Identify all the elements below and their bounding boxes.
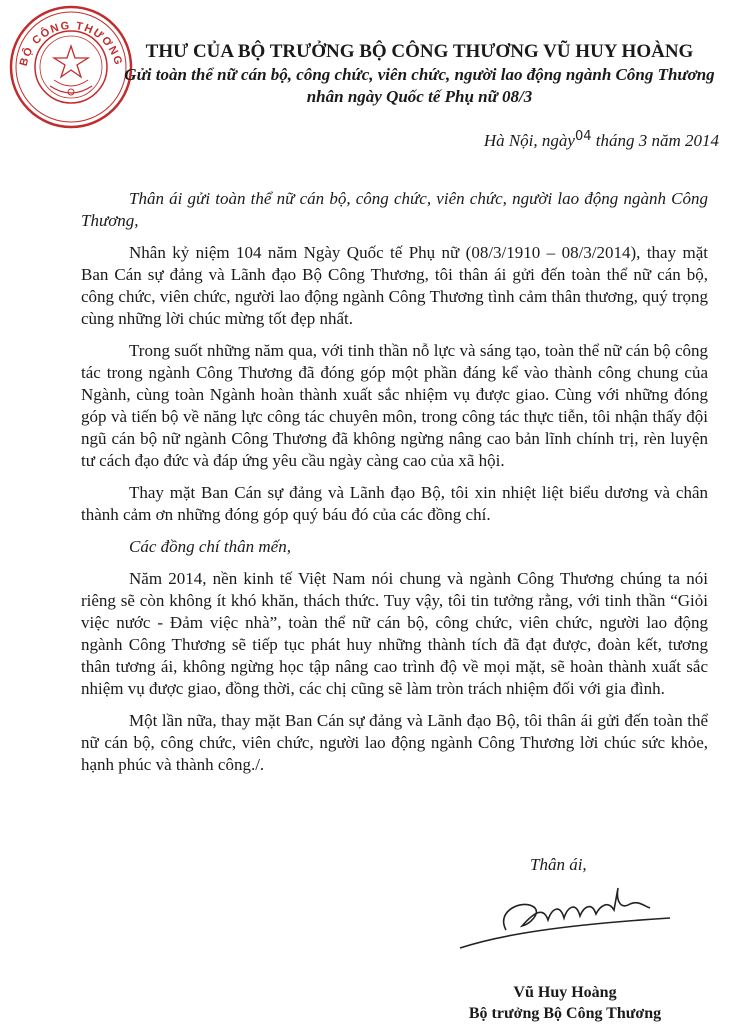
paragraph-2: Trong suốt những năm qua, với tinh thần nỗ lực và sáng tạo, toàn thể nữ cán bộ công tác trong ngành Công Thương đã đóng góp một phần đáng kể vào thành công chung của Ngành, cùng toàn Ngành hoàn thành xuất sắc nhiệm vụ được giao. Cùng với những đóng góp và tiến bộ về năng lực công tác chuyên môn, trong công tác thực tiễn, tôi nhận thấy đội ngũ cán bộ nữ ngành Công Thương đã không ngừng nâng cao bản lĩnh chính trị, rèn luyện tư cách đạo đức và đáp ứng yêu cầu ngày càng cao của xã hội.: [81, 341, 708, 470]
signer-name: Vũ Huy Hoàng: [513, 984, 617, 1001]
signer-position: Bộ trưởng Bộ Công Thương: [468, 1005, 662, 1022]
date-prefix: Hà Nội, ngày: [483, 131, 575, 150]
svg-text:BỘ CÔNG THƯƠNG: BỘ CÔNG THƯƠNG: [17, 19, 125, 68]
letter-header: [60, 40, 739, 108]
letter-body: [81, 188, 708, 786]
signer-block: [445, 982, 685, 1024]
salutation: Các đồng chí thân mến,: [129, 537, 291, 556]
signature: [440, 880, 680, 970]
greeting: Thân ái gửi toàn thể nữ cán bộ, công chức, viên chức, người lao động ngành Công Thương,: [81, 189, 708, 230]
paragraph-5: Một lần nữa, thay mặt Ban Cán sự đảng và Lãnh đạo Bộ, tôi thân ái gửi đến toàn thể nữ cán bộ, công chức, viên chức, người lao động ngành Công Thương lời chúc sức khỏe, hạnh phúc và thành công./.: [81, 711, 708, 774]
letter-subtitle-2: nhân ngày Quốc tế Phụ nữ 08/3: [306, 87, 533, 106]
paragraph-1: Nhân kỷ niệm 104 năm Ngày Quốc tế Phụ nữ (08/3/1910 – 08/3/2014), thay mặt Ban Cán sự đảng và Lãnh đạo Bộ Công Thương, tôi thân ái gửi đến toàn thể nữ cán bộ, công chức, viên chức, người lao động ngành Công Thương tình cảm thân thương, quý trọng cùng những lời chúc mừng tốt đẹp nhất.: [81, 243, 708, 328]
dateline: [484, 131, 719, 151]
date-suffix: tháng 3 năm 2014: [595, 131, 719, 150]
paragraph-4: Năm 2014, nền kinh tế Việt Nam nói chung và ngành Công Thương chúng ta nói riêng sẽ còn không ít khó khăn, thách thức. Tuy vậy, tôi tin tưởng rằng, với tinh thần “Giỏi việc nước - Đảm việc nhà”, toàn thể nữ cán bộ, công chức, viên chức, người lao động ngành Công Thương sẽ tiếp tục phát huy những thành tích đã đạt được, đoàn kết, tương thân tương ái, không ngừng học tập nâng cao trình độ về mọi mặt, sẽ hoàn thành xuất sắc nhiệm vụ được giao, đồng thời, các chị cũng sẽ làm tròn trách nhiệm đối với gia đình.: [81, 569, 708, 698]
date-day: 04: [574, 129, 592, 144]
letter-title: THƯ CỦA BỘ TRƯỞNG BỘ CÔNG THƯƠNG VŨ HUY HOÀNG: [145, 41, 694, 62]
closing: Thân ái,: [530, 855, 587, 874]
paragraph-3: Thay mặt Ban Cán sự đảng và Lãnh đạo Bộ, tôi xin nhiệt liệt biểu dương và chân thành cảm ơn những đóng góp quý báu đó của các đồng chí.: [81, 483, 708, 524]
letter-subtitle-1: Gửi toàn thể nữ cán bộ, công chức, viên chức, người lao động ngành Công Thương: [124, 65, 715, 84]
